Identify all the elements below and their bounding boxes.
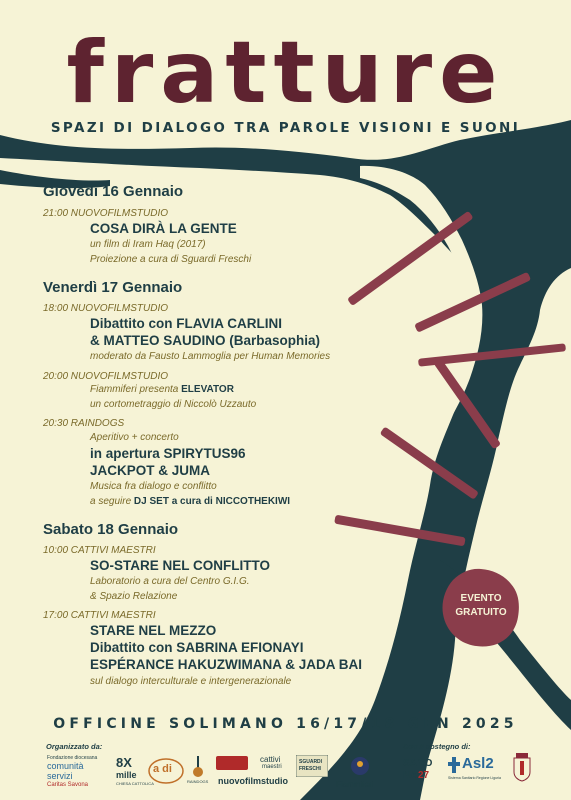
logo-text: mille — [116, 770, 137, 780]
event-title: in apertura SPIRYTUS96 — [90, 446, 246, 461]
event-time: 18:00 NUOVOFILMSTUDIO — [43, 303, 169, 314]
event-title: JACKPOT & JUMA — [90, 463, 211, 478]
logo-text: Fondazione diocesana — [47, 755, 98, 761]
logo-text: Caritas Savona — [47, 782, 89, 788]
event-detail — [90, 496, 290, 507]
logo-text: SGUARDI — [299, 759, 323, 765]
logo-text: VO — [418, 758, 433, 769]
badge-line: GRATUITO — [455, 607, 507, 618]
logo-text: CHIESA CATTOLICA — [116, 781, 154, 786]
event-detail: un film di Iram Haq (2017) — [90, 239, 206, 250]
event-time: 21:00 NUOVOFILMSTUDIO — [43, 208, 169, 219]
logo-text: cattivi — [260, 755, 281, 764]
badge-line: EVENTO — [460, 593, 502, 604]
day-label: Sabato 18 Gennaio — [43, 521, 179, 538]
logo-text: 8X — [116, 755, 132, 770]
support-label: Con il sostegno di: — [403, 742, 471, 751]
event-detail: Aperitivo + concerto — [90, 432, 179, 443]
event-detail: un cortometraggio di Niccolò Uzzauto — [90, 399, 257, 410]
organized-label: Organizzato da: — [46, 742, 103, 751]
event-time: 20:00 NUOVOFILMSTUDIO — [43, 371, 169, 382]
badge-label — [441, 592, 521, 620]
event-detail: moderato da Fausto Lammoglia per Human Memories — [90, 351, 331, 362]
logo-text: comunità — [47, 761, 84, 771]
logo-text: SA — [403, 758, 417, 769]
logo-text: 27 — [418, 770, 430, 781]
event-title: STARE NEL MEZZO — [90, 623, 217, 638]
event-title: Dibattito con SABRINA EFIONAYI — [90, 640, 304, 655]
guitar-icon — [191, 756, 205, 778]
cross-icon — [448, 757, 460, 773]
event-highlight: ELEVATOR — [181, 384, 234, 395]
event-title: Dibattito con FLAVIA CARLINI — [90, 316, 282, 331]
venue-dates: OFFICINE SOLIMANO 16/17/18 GEN 2025 — [53, 716, 518, 732]
event-detail: & Spazio Relazione — [90, 591, 178, 602]
event-title: & MATTEO SAUDINO (Barbasophia) — [90, 333, 321, 348]
coat-of-arms-icon — [512, 752, 532, 782]
logo-text: Asl2 — [462, 755, 494, 772]
event-title: COSA DIRÀ LA GENTE — [90, 221, 237, 236]
logo-text: maestri — [262, 764, 282, 770]
match-icon — [350, 756, 370, 776]
logo-text: nuovofilmstudio — [218, 776, 288, 786]
day-label: Venerdì 17 Gennaio — [43, 279, 183, 296]
logo-text: Fiammiferi — [336, 780, 374, 789]
day-label: Giovedì 16 Gennaio — [43, 183, 184, 200]
logo-text: NA — [403, 770, 418, 781]
logo-text: FRESCHI — [299, 766, 321, 772]
event-detail: Musica fra dialogo e conflitto — [90, 481, 217, 492]
event-detail: sul dialogo interculturale e intergenerazionale — [90, 676, 292, 687]
event-time: 10:00 CATTIVI MAESTRI — [43, 545, 156, 556]
event-detail-text: a seguire — [90, 496, 132, 507]
event-detail: Laboratorio a cura del Centro G.I.G. — [90, 576, 250, 587]
logo-text: a di — [153, 763, 172, 775]
logo-text: RAINDOGS — [187, 779, 209, 784]
poster-subtitle: SPAZI DI DIALOGO TRA PAROLE VISIONI E SUONI — [50, 120, 521, 136]
logo-text: servizi — [47, 771, 73, 781]
event-title: SO-STARE NEL CONFLITTO — [90, 558, 271, 573]
logo-mark — [216, 756, 248, 770]
event-title: ESPÉRANCE HAKUZWIMANA & JADA BAI — [90, 657, 363, 672]
event-highlight: DJ SET a cura di NICCOTHEKIWI — [133, 496, 291, 507]
logo-text: Sistema Sanitario Regione Liguria — [448, 776, 501, 780]
poster-title: fratture — [66, 23, 505, 123]
event-time: 20:30 RAINDOGS — [43, 418, 125, 429]
event-time: 17:00 CATTIVI MAESTRI — [43, 610, 156, 621]
event-detail — [90, 384, 234, 395]
event-detail-text: Fiammiferi presenta — [90, 384, 179, 395]
event-detail: Proiezione a cura di Sguardi Freschi — [90, 254, 252, 265]
